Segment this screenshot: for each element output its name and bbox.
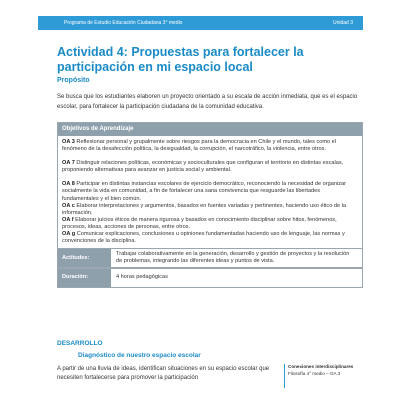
conexiones-title: Conexiones interdisciplinares [288,364,354,369]
conexiones-text: Filosofía 4° medio – OA 3 [288,370,341,376]
activity-title: Actividad 4: Propuestas para fortalecer la participación en mi espacio local [57,45,304,74]
proposito-heading: Propósito [57,77,90,84]
oa-code: OA 7 [62,160,75,167]
oa-text: Elaborar juicios éticos de manera rigurosa y basados en conocimiento disciplinar sobre hitos, fenómenos, procesos, ideas, acciones de personas, entre otros. [62,216,337,230]
program-banner [38,16,363,30]
actitudes-value: Trabajar colaborativamente en la generación, desarrollo y gestión de proyectos y la resolución de problemas, integrando las diferentes ideas y puntos de vista. [116,251,350,265]
unit-label: Unidad 3 [332,20,353,26]
oa-item [62,139,358,153]
objetivos-body [58,136,362,248]
desarrollo-heading: DESARROLLO [57,340,103,347]
conexiones-box [284,364,364,388]
objetivos-table [57,122,363,288]
actitudes-row [58,248,362,268]
oa-text: Distinguir relaciones políticas, económicas y socioculturales que configuran el territorio en distintas escalas, proponiendo alternativas para avanzar en justicia social y ambiental. [62,160,344,174]
duracion-label: Duración: [58,269,111,286]
oa-code: OA f [62,216,74,223]
proposito-text: Se busca que los estudiantes elaboren un proyecto orientado a su escala de acción inmediata, que es el espacio escolar, para fortalecer la participación ciudadana de la comunidad educativa. [57,94,358,110]
objetivos-header: Objetivos de Aprendizaje [58,123,362,136]
diagnostico-heading: Diagnóstico de nuestro espacio escolar [78,352,201,359]
oa-code: OA c [62,202,75,209]
actitudes-label: Actitudes: [58,249,111,267]
oa-item [62,181,358,202]
oa-item [62,203,358,217]
oa-text: Comunicar explicaciones, conclusiones u opiniones fundamentadas haciendo uso de lenguaje, las normas y convenciones de la disciplina. [62,231,345,245]
oa-code: OA 3 [62,139,75,145]
oa-code: OA 8 [62,181,75,188]
oa-item [62,160,358,174]
oa-text: Elaborar interpretaciones y argumentos, basados en fuentes variadas y pertinentes, haciendo uso ético de la información. [62,202,347,216]
duracion-value: 4 horas pedagógicas [116,274,168,281]
oa-item [62,217,358,231]
oa-item [62,231,358,245]
oa-text: Reflexionar personal y grupalmente sobre riesgos para la democracia en Chile y el mundo, tales como el fenómeno de la desafección política, la desigualdad, la corrupción, el narcotráfico, la violencia, entre otros. [62,139,337,153]
oa-text: Participar en distintas instancias escolares de ejercicio democrático, reconociendo la necesidad de organizar socialmente la vida en comunidad, a fin de fortalecer una sana convivencia que resguarde las libertades fundamentales y el bien común. [62,181,346,202]
program-name: Programa de Estudio Educación Ciudadana 3° medio [64,20,183,26]
desarrollo-paragraph: A partir de una lluvia de ideas, identifican situaciones en su espacio escolar que necesiten fortalecerse para promover la participación [57,366,270,381]
duracion-row [58,268,362,286]
oa-code: OA g [62,231,76,238]
